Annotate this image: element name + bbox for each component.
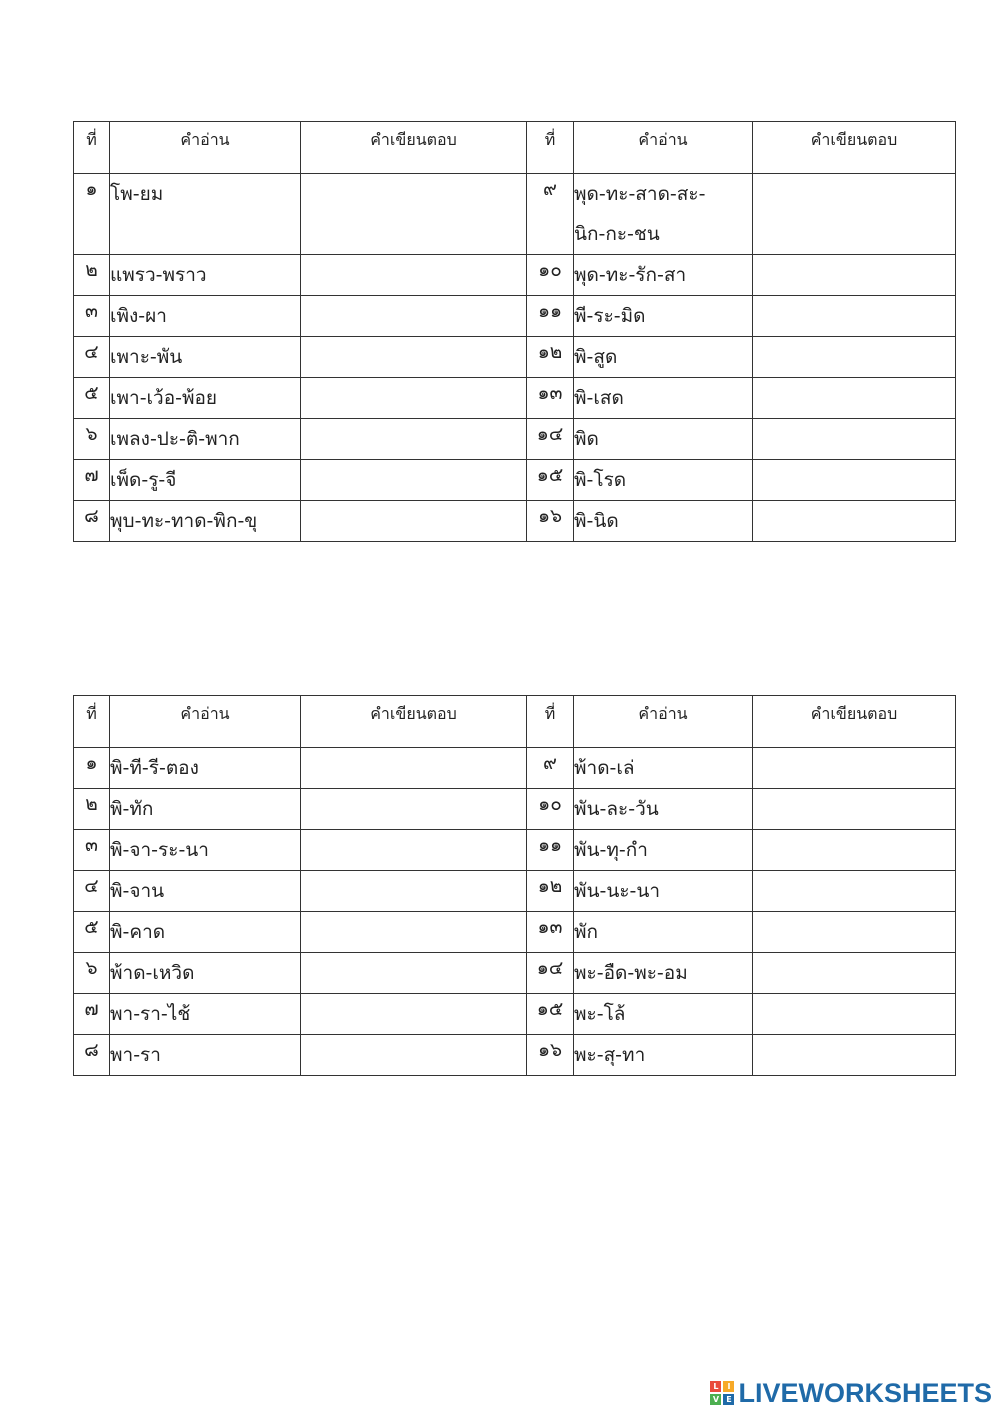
liveworksheets-logo[interactable] <box>710 1376 992 1410</box>
answer-cell[interactable] <box>301 501 527 542</box>
answer-cell[interactable] <box>301 296 527 337</box>
answer-cell[interactable] <box>753 378 956 419</box>
item-number: ๑๕ <box>527 460 574 501</box>
item-number: ๔ <box>74 871 110 912</box>
answer-cell[interactable] <box>301 994 527 1035</box>
header-no: ที่ <box>74 696 110 748</box>
item-number: ๑๒ <box>527 871 574 912</box>
item-number: ๑๔ <box>527 953 574 994</box>
answer-cell[interactable] <box>753 871 956 912</box>
answer-cell[interactable] <box>753 501 956 542</box>
table-row <box>74 378 956 419</box>
answer-cell[interactable] <box>753 337 956 378</box>
table-row <box>74 419 956 460</box>
item-number: ๑๔ <box>527 419 574 460</box>
answer-cell[interactable] <box>753 460 956 501</box>
reading-word: พิ-โรด <box>574 460 753 501</box>
reading-word: เพาะ-พัน <box>110 337 301 378</box>
header-reading: คำอ่าน <box>110 122 301 174</box>
header-answer: คำเขียนตอบ <box>301 122 527 174</box>
reading-word: พัน-ละ-วัน <box>574 789 753 830</box>
reading-word: พิ-นิด <box>574 501 753 542</box>
answer-cell[interactable] <box>301 174 527 255</box>
answer-cell[interactable] <box>753 1035 956 1076</box>
logo-mark-letter: L <box>710 1381 721 1392</box>
reading-word: พิ-เสด <box>574 378 753 419</box>
reading-word: พุบ-ทะ-ทาด-พิก-ขุ <box>110 501 301 542</box>
reading-word: พัน-ทุ-กำ <box>574 830 753 871</box>
item-number: ๑๒ <box>527 337 574 378</box>
table-row <box>74 953 956 994</box>
item-number: ๘ <box>74 1035 110 1076</box>
item-number: ๗ <box>74 460 110 501</box>
reading-word: พี-ระ-มิด <box>574 296 753 337</box>
table-header-row <box>74 122 956 174</box>
answer-cell[interactable] <box>301 748 527 789</box>
reading-word: พิ-สูด <box>574 337 753 378</box>
item-number: ๓ <box>74 296 110 337</box>
reading-word: พิ-ทัก <box>110 789 301 830</box>
answer-cell[interactable] <box>753 296 956 337</box>
header-answer: คำเขียนตอบ <box>753 696 956 748</box>
item-number: ๗ <box>74 994 110 1035</box>
answer-cell[interactable] <box>753 174 956 255</box>
header-reading: คำอ่าน <box>574 122 753 174</box>
reading-word: พิ-จา-ระ-นา <box>110 830 301 871</box>
item-number: ๕ <box>74 378 110 419</box>
header-no: ที่ <box>74 122 110 174</box>
table-row <box>74 789 956 830</box>
table-row <box>74 296 956 337</box>
item-number: ๑ <box>74 748 110 789</box>
answer-cell[interactable] <box>301 460 527 501</box>
table-row <box>74 994 956 1035</box>
item-number: ๕ <box>74 912 110 953</box>
item-number: ๙ <box>527 174 574 255</box>
logo-mark-letter: V <box>710 1394 721 1405</box>
table-row <box>74 174 956 255</box>
reading-word-line-1: พุด-ทะ-สาด-สะ- <box>574 183 706 205</box>
reading-word: พา-รา <box>110 1035 301 1076</box>
logo-text: LIVEWORKSHEETS <box>738 1377 992 1408</box>
answer-cell[interactable] <box>753 255 956 296</box>
answer-cell[interactable] <box>753 748 956 789</box>
answer-cell[interactable] <box>301 419 527 460</box>
reading-word: พ้าด-เหวิด <box>110 953 301 994</box>
reading-word: พัก <box>574 912 753 953</box>
item-number: ๑๑ <box>527 296 574 337</box>
reading-word: พิ-คาด <box>110 912 301 953</box>
reading-word: พะ-อืด-พะ-อม <box>574 953 753 994</box>
reading-word: เพลง-ปะ-ติ-พาก <box>110 419 301 460</box>
answer-cell[interactable] <box>301 789 527 830</box>
header-reading: คำอ่าน <box>110 696 301 748</box>
worksheet-table-1 <box>73 121 956 542</box>
item-number: ๑๖ <box>527 501 574 542</box>
reading-word: พ้าด-เล่ <box>574 748 753 789</box>
answer-cell[interactable] <box>301 255 527 296</box>
item-number: ๑๐ <box>527 255 574 296</box>
worksheet-table-2 <box>73 695 956 1076</box>
item-number: ๘ <box>74 501 110 542</box>
table-row <box>74 501 956 542</box>
reading-word: พุด-ทะ-รัก-สา <box>574 255 753 296</box>
header-reading: คำอ่าน <box>574 696 753 748</box>
header-answer: คำเขียนตอบ <box>753 122 956 174</box>
reading-word: พา-รา-ไช้ <box>110 994 301 1035</box>
header-no: ที่ <box>527 696 574 748</box>
logo-mark-icon <box>710 1381 734 1405</box>
reading-word: เพ็ด-รู-จี <box>110 460 301 501</box>
table-row <box>74 255 956 296</box>
reading-word: พะ-โล้ <box>574 994 753 1035</box>
table-row <box>74 748 956 789</box>
reading-word-line-2: นิก-กะ-ชน <box>574 223 660 245</box>
table-row <box>74 337 956 378</box>
table-row <box>74 1035 956 1076</box>
reading-word: แพรว-พราว <box>110 255 301 296</box>
item-number: ๒ <box>74 255 110 296</box>
answer-cell[interactable] <box>301 912 527 953</box>
item-number: ๑๓ <box>527 912 574 953</box>
item-number: ๑๖ <box>527 1035 574 1076</box>
item-number: ๑๑ <box>527 830 574 871</box>
item-number: ๔ <box>74 337 110 378</box>
answer-cell[interactable] <box>753 953 956 994</box>
table-header-row <box>74 696 956 748</box>
reading-word: พะ-สุ-ทา <box>574 1035 753 1076</box>
item-number: ๑๐ <box>527 789 574 830</box>
reading-word: พิ-จาน <box>110 871 301 912</box>
answer-cell[interactable] <box>301 871 527 912</box>
reading-word: เพา-เว้อ-พ้อย <box>110 378 301 419</box>
answer-cell[interactable] <box>301 953 527 994</box>
table-row <box>74 871 956 912</box>
header-no: ที่ <box>527 122 574 174</box>
answer-cell[interactable] <box>753 912 956 953</box>
header-answer: คำเขียนตอบ <box>301 696 527 748</box>
table-row <box>74 830 956 871</box>
item-number: ๓ <box>74 830 110 871</box>
item-number: ๒ <box>74 789 110 830</box>
item-number: ๖ <box>74 953 110 994</box>
reading-word: พัน-นะ-นา <box>574 871 753 912</box>
answer-cell[interactable] <box>301 337 527 378</box>
item-number: ๙ <box>527 748 574 789</box>
answer-cell[interactable] <box>753 994 956 1035</box>
item-number: ๑๕ <box>527 994 574 1035</box>
answer-cell[interactable] <box>753 789 956 830</box>
reading-word <box>574 174 753 255</box>
logo-mark-letter: I <box>723 1381 734 1392</box>
reading-word: โพ-ยม <box>110 174 301 255</box>
answer-cell[interactable] <box>301 830 527 871</box>
reading-word: เพิง-ผา <box>110 296 301 337</box>
item-number: ๖ <box>74 419 110 460</box>
answer-cell[interactable] <box>301 378 527 419</box>
table-row <box>74 912 956 953</box>
answer-cell[interactable] <box>753 830 956 871</box>
item-number: ๑๓ <box>527 378 574 419</box>
answer-cell[interactable] <box>301 1035 527 1076</box>
reading-word: พิ-ที-รี-ตอง <box>110 748 301 789</box>
logo-mark-letter: E <box>723 1394 734 1405</box>
reading-word: พิด <box>574 419 753 460</box>
table-row <box>74 460 956 501</box>
answer-cell[interactable] <box>753 419 956 460</box>
item-number: ๑ <box>74 174 110 255</box>
